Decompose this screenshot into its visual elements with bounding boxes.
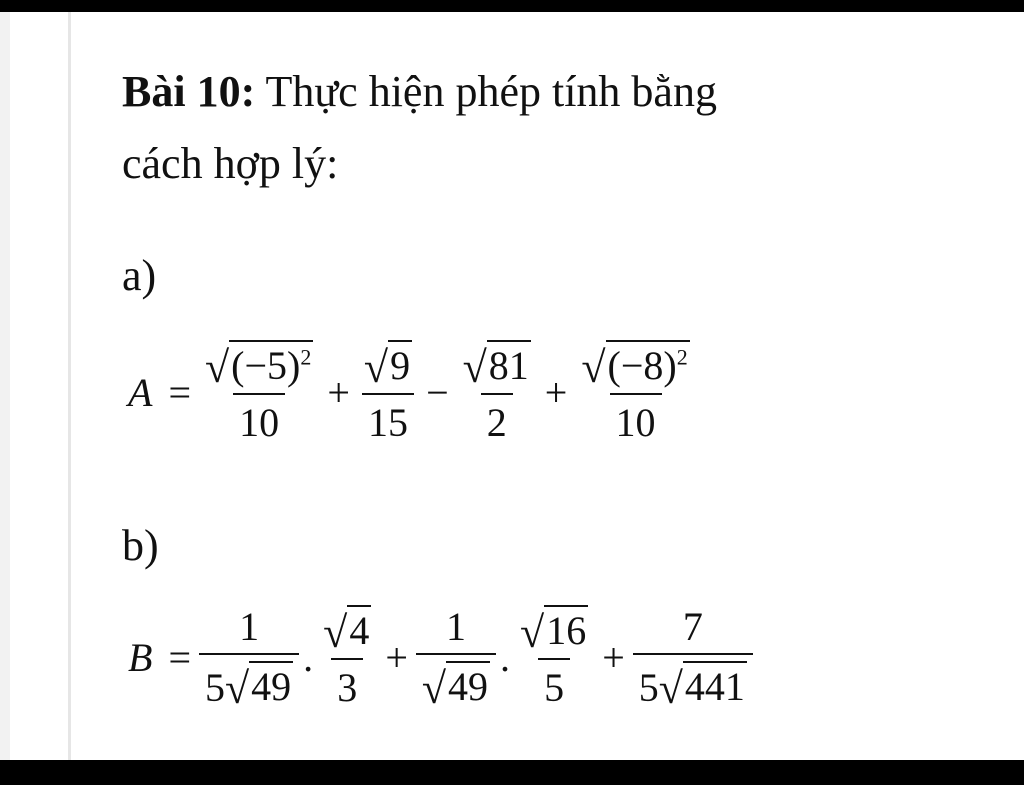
exercise-title: Bài 10: Thực hiện phép tính bằng <box>122 67 717 116</box>
variable-b: B <box>128 634 153 680</box>
part-b-label: b) <box>122 521 159 570</box>
page-left-edge <box>0 12 10 760</box>
fraction-a2: √ 9 15 <box>358 340 418 445</box>
fraction-b4: √ 16 5 <box>514 605 594 710</box>
fraction-b5: 7 5 √ 441 <box>633 605 753 710</box>
part-a-label: a) <box>122 251 157 300</box>
fraction-a4: √ $(-8)^2$ 10 <box>575 340 695 445</box>
equation-b: B = 1 5 √ 49 . √ 4 3 + 1 √ 49 . √ 16 5 + 7 5 √ 441 <box>128 582 755 732</box>
fraction-b1: 1 5 √ 49 <box>199 605 299 710</box>
fraction-a3: √ 81 2 <box>457 340 537 445</box>
fraction-a1: √ $(-5)^2$ 10 <box>199 340 319 445</box>
equation-a: A = √ $(-5)^2$ 10 + √ 9 15 − √ 81 2 + √ $(-8)^2$ 10 <box>128 312 698 472</box>
document-page <box>0 12 1024 760</box>
page-margin-line <box>68 12 71 760</box>
fraction-b2: √ 4 3 <box>317 605 377 710</box>
exercise-subtitle: cách hợp lý: <box>122 139 339 188</box>
fraction-b3: 1 √ 49 <box>416 605 496 710</box>
variable-a: A <box>128 369 153 415</box>
